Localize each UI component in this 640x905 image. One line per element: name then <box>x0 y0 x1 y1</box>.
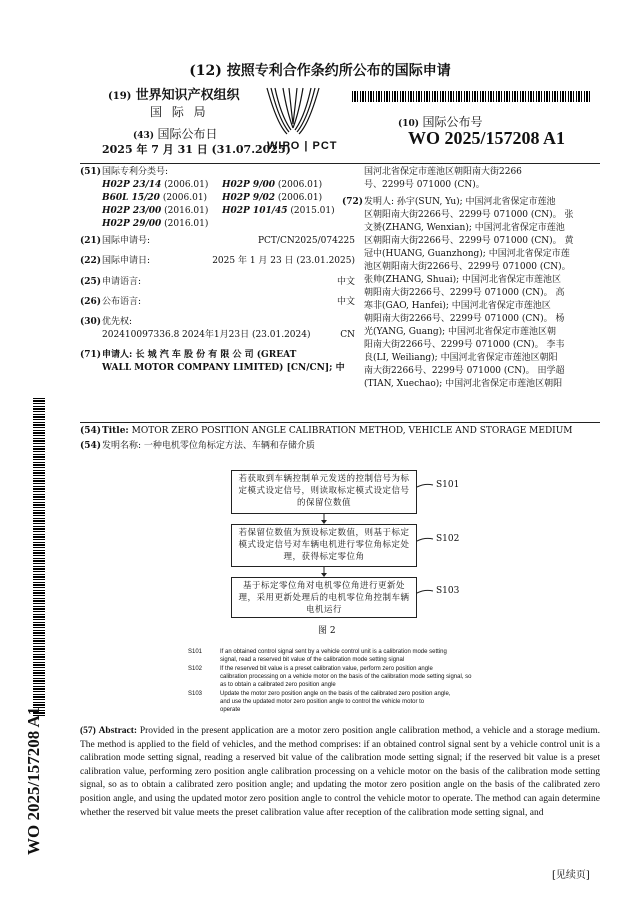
inventor-line: 文赟(ZHANG, Wenxian); 中国河北省保定市莲池 <box>364 223 565 233</box>
side-publication-number: WO 2025/157208 A1 <box>24 706 43 855</box>
inventor-line: 朝阳南大街2266号、2299号 071000 (CN)。 杨 <box>364 314 565 324</box>
chinese-title: 一种电机零位角标定方法、车辆和存储介质 <box>143 441 315 451</box>
continued-marker: [见续页] <box>552 870 590 881</box>
legend-row: S101 If an obtained control signal sent by a vehicle control unit is a calibration mode setting signal, read a reserved bit value of the calibration mode setting signal <box>188 649 447 663</box>
org-name: 世界知识产权组织 <box>135 88 240 103</box>
ipc-item: H02P 23/00 (2016.01) <box>102 206 209 216</box>
header-divider <box>80 163 600 164</box>
org-subname: 国 际 局 <box>150 105 209 119</box>
priority-number: 202410097336.8 <box>102 330 180 340</box>
ipc-list <box>102 179 355 231</box>
pub-language-row: (26)公布语言: 中文 <box>80 297 355 307</box>
filing-label: 国际申请日: <box>102 256 151 266</box>
barcode-top <box>352 91 590 102</box>
pubno-value: WO 2025/157208 A1 <box>408 128 566 148</box>
pub-language-value: 中文 <box>336 297 355 307</box>
appno-value: PCT/CN2025/074225 <box>257 236 355 246</box>
priority-row: (30)优先权: <box>80 317 133 327</box>
abstract: (57) Abstract: Provided in the present application are a motor zero position angle calibration method, a vehicle and a storage medium. The method is applied to the field of vehicles, and the method comprises: if an obtained control signal sent by a vehicle control unit is a calibration mode setting signal, reading a reserved bit value of the calibration mode setting signal; if the reserved bit value is a preset calibration value, performing zero position angle calibration processing on a vehicle motor on the basis of the calibration mode setting signal, so as to obtain a calibrated zero position angle; and updating the motor zero position angle on the basis of the calibrated zero position angle, and using the updated motor zero position angle to control the vehicle motor to operate. The method can again determine whether the reserved bit value meets the preset calibration value after reception of the calibration mode setting signal, and <box>80 726 600 818</box>
ipc-item: H02P 23/14 (2006.01) <box>102 180 209 190</box>
priority-detail <box>102 329 355 349</box>
title-section: (54)Title: MOTOR ZERO POSITION ANGLE CALIBRATION METHOD, VEHICLE AND STORAGE MEDIUM (54)发明名称: 一种电机零位角标定方法、车辆和存储介质 <box>80 426 573 451</box>
flow-connectors <box>220 465 440 625</box>
title-divider-top <box>80 422 600 423</box>
inventor-line: 寒非(GAO, Hanfei); 中国河北省保定市莲池区 <box>364 301 551 311</box>
inventor-line: 池区朝阳南大街2266号、2299号 071000 (CN)。 <box>364 262 571 272</box>
inventor-lines <box>364 196 600 391</box>
ipc-item: H02P 9/00 (2006.01) <box>222 180 323 190</box>
legend-row: S102 If the reserved bit value is a preset calibration value, perform zero position angle calibration processing on a vehicle motor on the basis of the calibration mode setting signal, so as to obtain a calibrated zero position angle <box>188 666 472 688</box>
title-code: (12) <box>189 63 222 79</box>
inventor-line: 张帅(ZHANG, Shuai); 中国河北省保定市莲池区 <box>364 275 561 285</box>
inventors-block <box>342 196 600 391</box>
barcode-side <box>33 398 45 716</box>
ipc-item: H02P 9/02 (2006.01) <box>222 193 323 203</box>
org-code: (19) <box>108 91 132 102</box>
inventor-line: 良(LI, Weiliang); 中国河北省保定市莲池区朝阳 <box>364 353 558 363</box>
inventor-line: 南大街2266号、2299号 071000 (CN)。 田学超 <box>364 366 565 376</box>
inventor-line: 发明人: 孙宇(SUN, Yu); 中国河北省保定市莲池 <box>364 197 556 207</box>
ipc-item: B60L 15/20 (2006.01) <box>102 193 208 203</box>
flow-step-box: 若保留位数值为预设标定数值，则基于标定模式设定信号对车辆电机进行零位角标定处理，获得标定零位角 <box>231 524 417 567</box>
ipc-item: H02P 29/00 (2016.01) <box>102 219 209 229</box>
left-bib-column <box>80 166 355 375</box>
flow-step-label: S101 <box>436 480 460 490</box>
english-title: MOTOR ZERO POSITION ANGLE CALIBRATION METHOD, VEHICLE AND STORAGE MEDIUM <box>131 426 573 436</box>
ipc-heading <box>80 166 355 179</box>
filing-row: (22)国际申请日: 2025 年 1 月 23 日 (23.01.2025) <box>80 256 355 266</box>
filing-value: 2025 年 1 月 23 日 (23.01.2025) <box>212 256 355 266</box>
applicant-line: WALL MOTOR COMPANY LIMITED) [CN/CN]; 中 <box>102 363 345 373</box>
ipc-label: 国际专利分类号: <box>102 167 169 177</box>
figure-legend <box>188 648 508 720</box>
inventor-line: 区朝阳南大街2266号、2299号 071000 (CN)。 黄 <box>364 236 574 246</box>
appno-label: 国际申请号: <box>102 236 151 246</box>
title-text: 按照专利合作条约所公布的国际申请 <box>226 63 451 79</box>
flow-step-box: 若获取到车辆控制单元发送的控制信号为标定模式设定信号，则读取标定模式设定信号的保留位数值 <box>231 470 417 514</box>
legend-row: S103 Update the motor zero position angle on the basis of the calibrated zero position angle, and use the updated motor zero position angle to control the vehicle motor to operate <box>188 691 451 713</box>
filing-language-value: 中文 <box>336 277 355 287</box>
inventor-line: 冠中(HUANG, Guanzhong); 中国河北省保定市莲 <box>364 249 570 259</box>
priority-date: 2024年1月23日 (23.01.2024) <box>182 330 311 340</box>
ipc-code: (51) <box>80 167 102 177</box>
wipo-logo-icon <box>263 84 323 142</box>
inventor-line: 区朝阳南大街2266号、2299号 071000 (CN)。 张 <box>364 210 574 220</box>
right-bib-column <box>342 166 600 391</box>
filing-language-row: (25)申请语言: 中文 <box>80 277 355 287</box>
document-title <box>0 62 640 80</box>
inventor-line: 朝阳南大街2266号、2299号 071000 (CN)。 高 <box>364 288 565 298</box>
pubdate-label: 国际公布日 <box>157 127 218 141</box>
inventor-line: (TIAN, Xuechao); 中国河北省保定市莲池区朝阳 <box>364 379 563 389</box>
applicant-line: 申请人: 长 城 汽 车 股 份 有 限 公 司 (GREAT <box>102 350 297 360</box>
pubdate-code: (43) <box>133 131 155 141</box>
pubno-code: (10) <box>398 119 420 129</box>
inventor-code: (72) <box>342 197 364 207</box>
pubdate-value: 2025 年 7 月 31 日 (31.07.2025) <box>102 143 291 156</box>
pubdate-label-block <box>133 125 218 142</box>
flow-step-label: S102 <box>436 534 460 544</box>
applicant-address: 国河北省保定市莲池区朝阳南大街2266 号、2299号 071000 (CN)。 <box>364 167 522 190</box>
priority-country: CN <box>340 330 355 340</box>
inventor-line: 阳南大街2266号、2299号 071000 (CN)。 李韦 <box>364 340 565 350</box>
wipo-pct-text: WIPO | PCT <box>267 140 338 152</box>
flow-step-box: 基于标定零位角对电机零位角进行更新处理，采用更新处理后的电机零位角控制车辆电机运行 <box>231 577 417 618</box>
appno-row: (21)国际申请号: PCT/CN2025/074225 <box>80 236 355 246</box>
pubno-label: 国际公布号 <box>422 115 483 129</box>
abstract-text: Provided in the present application are a motor zero position angle calibration method, a vehicle and a storage medium. The method is applied to the field of vehicles, and the method comprises: if an obtained control signal sent by a vehicle control unit is a calibration mode setting signal, reading a reserved bit value of the calibration mode setting signal; if the reserved bit value is a preset calibration value, performing zero position angle calibration processing on a vehicle motor on the basis of the calibration mode setting signal, so as to obtain a calibrated zero position angle; and updating the motor zero position angle on the basis of the calibrated zero position angle, and using the updated motor zero position angle to control the vehicle motor to operate. The method can again determine whether the reserved bit value meets the preset calibration value after reception of the calibration mode setting signal, and <box>80 726 600 818</box>
flow-step-label: S103 <box>436 586 460 596</box>
inventor-line: 光(YANG, Guang); 中国河北省保定市莲池区朝 <box>364 327 557 337</box>
applicant-row: (71)申请人: 长 城 汽 车 股 份 有 限 公 司 (GREAT WALL MOTOR COMPANY LIMITED) [CN/CN]; 中 <box>80 349 355 375</box>
figure-caption: 图 2 <box>318 626 336 636</box>
ipc-item: H02P 101/45 (2015.01) <box>222 206 335 216</box>
